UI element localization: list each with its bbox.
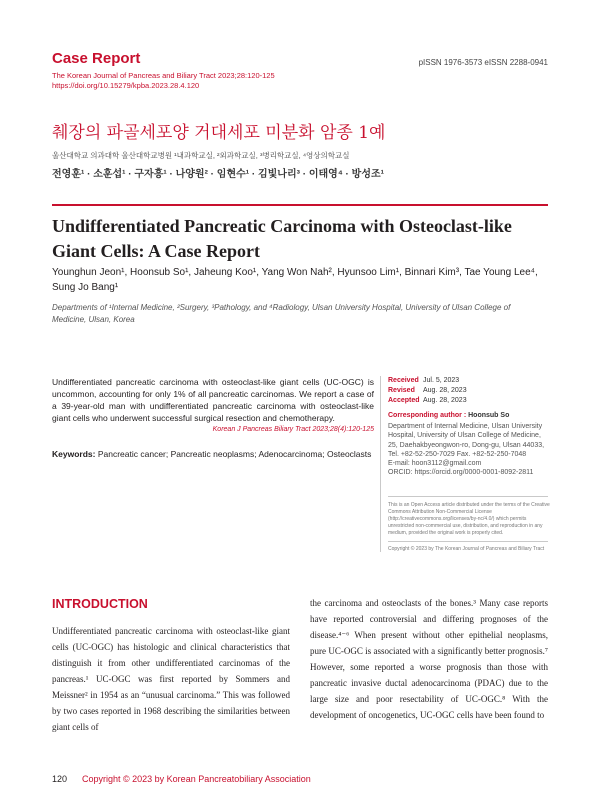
keywords-text: Pancreatic cancer; Pancreatic neoplasms; Adenocarcinoma; Osteoclasts	[97, 449, 372, 459]
corr-line: Tel. +82-52-250-7029 Fax. +82-52-250-7048	[388, 450, 527, 458]
corresponding-author-heading	[388, 412, 509, 419]
license-divider	[388, 496, 548, 497]
license-text: This is an Open Access article distributed under the terms of the Creative Commons Attribution Non-Commercial License (http://creativecommons.org/licenses/by-nc/4.0/) which permits unrestricted non-commercial use, distribution, and reproduction in any medium, provided the original work is properly cited.	[388, 502, 550, 536]
revised-label: Revised	[388, 387, 415, 394]
revised-value: Aug. 28, 2023	[423, 387, 467, 394]
received-value: Jul. 5, 2023	[423, 377, 460, 384]
keywords	[52, 448, 374, 460]
corr-line: 25, Daehakbyeongwon-ro, Dong-gu, Ulsan 44033,	[388, 441, 545, 449]
copyright-divider	[388, 541, 548, 542]
korean-authors: 전영훈¹ · 소훈섭¹ · 구자흥¹ · 나양원² · 임현수¹ · 김빛나리³ · 이태영⁴ · 방성조¹	[52, 169, 384, 180]
keywords-label: Keywords:	[52, 449, 96, 459]
article-type-label: Case Report	[52, 50, 141, 67]
doi-link[interactable]: https://doi.org/10.15279/kpba.2023.28.4.120	[52, 81, 200, 90]
corresponding-author-label: Corresponding author :	[388, 412, 467, 419]
article-authors: Younghun Jeon¹, Hoonsub So¹, Jaheung Koo¹, Yang Won Nah², Hyunsoo Lim¹, Binnari Kim³, Tae Young Lee⁴, Sung Jo Bang¹	[52, 267, 538, 293]
issn: pISSN 1976-3573 eISSN 2288-0941	[418, 58, 548, 67]
article-dates	[388, 376, 467, 406]
corr-line: Department of Internal Medicine, Ulsan University	[388, 423, 543, 430]
revised-date	[388, 386, 467, 396]
corresponding-author-details	[388, 422, 550, 478]
footer-copyright: Copyright © 2023 by Korean Pancreatobiliary Association	[82, 774, 311, 784]
corr-line: Hospital, University of Ulsan College of Medicine,	[388, 432, 541, 440]
page-number: 120	[52, 774, 68, 784]
korean-title: 췌장의 파골세포양 거대세포 미분화 암종 1예	[52, 123, 386, 143]
body-column-right: the carcinoma and osteoclasts of the bones.³ Many case reports have reported controversial and differing prognoses of the disease.⁴⁻⁶ When present without other epithelial neoplasms, pure UC-OGC is associated with a significantly better prognosis.⁷ However, some reported a worse prognosis than those with pancreatic invasive ductal adenocarcinoma (PDAC) due to the large size and poor resectability of UC-OGC.⁸ With the development of oncogenetics, UC-OGC cells have been found to	[310, 598, 548, 720]
body-column-left: Undifferentiated pancreatic carcinoma with osteoclast-like giant cells (UC-OGC) has histologic and clinical characteristics that distinguish it from other undifferentiated carcinomas of the pancreas.¹ UC-OGC was first reported by Sommers and Meissner² in 1954 as an “unusual carcinoma.” This was followed by two cases reported in 1968 describing the similarities between giant cells of	[52, 626, 290, 732]
korean-affiliation: 울산대학교 의과대학 울산대학교병원 ¹내과학교실, ²외과학교실, ³병리학교실, ⁴영상의학교실	[52, 151, 350, 160]
corr-email[interactable]: E-mail: hoon3112@gmail.com	[388, 460, 482, 468]
accepted-value: Aug. 28, 2023	[423, 397, 467, 404]
corresponding-author-name: Hoonsub So	[468, 412, 510, 419]
received-label: Received	[388, 377, 419, 384]
departments: Departments of ¹Internal Medicine, ²Surgery, ³Pathology, and ⁴Radiology, Ulsan University Hospital, University of Ulsan College of Medicine, Ulsan, Korea	[52, 303, 511, 324]
abstract-citation: Korean J Pancreas Biliary Tract 2023;28(4):120-125	[212, 426, 374, 433]
corr-orcid[interactable]: ORCID: https://orcid.org/0000-0001-8092-2811	[388, 469, 534, 477]
title-divider	[52, 204, 548, 206]
sidebar-copyright: Copyright © 2023 by The Korean Journal of Pancreas and Biliary Tract	[388, 546, 545, 552]
introduction-heading: INTRODUCTION	[52, 597, 148, 611]
abstract: Undifferentiated pancreatic carcinoma with osteoclast-like giant cells (UC-OGC) is uncommon, accounting for only 1% of all pancreatic carcinomas. We report a case of a 39-year-old man with undifferentiated pancreatic carcinoma with osteoclast-like giant cells who underwent successful surgical resection and chemotherapy.	[52, 377, 374, 423]
journal-citation: The Korean Journal of Pancreas and Biliary Tract 2023;28:120-125	[52, 71, 275, 80]
article-title: Undifferentiated Pancreatic Carcinoma with Osteoclast-like Giant Cells: A Case Report	[52, 216, 512, 261]
sidebar-divider	[380, 376, 381, 552]
received-date	[388, 376, 467, 386]
accepted-label: Accepted	[388, 397, 420, 404]
accepted-date	[388, 396, 467, 406]
